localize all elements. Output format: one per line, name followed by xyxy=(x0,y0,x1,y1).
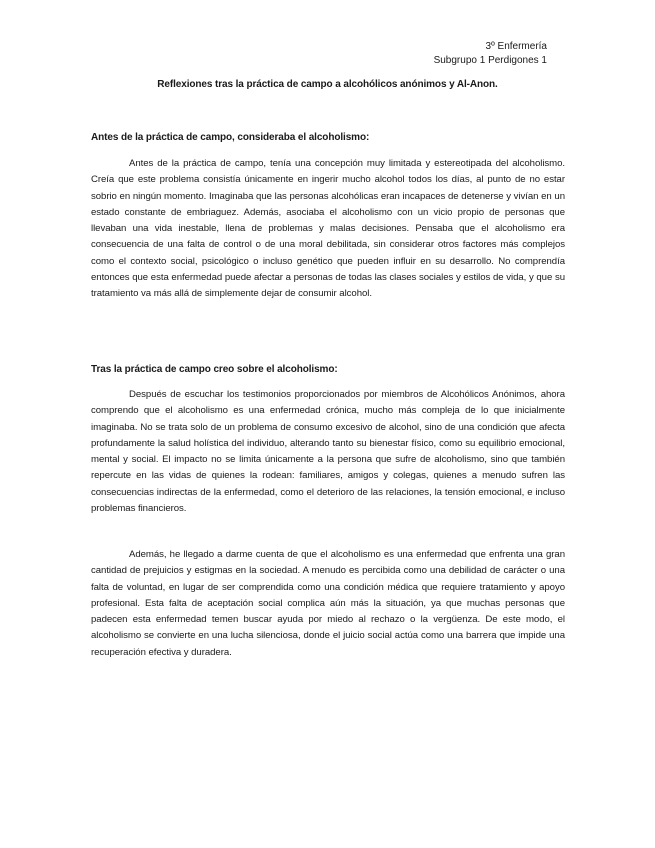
paragraph-after-2: Además, he llegado a darme cuenta de que el alcoholismo es una enfermedad que enfrenta una gran cantidad de prejuicios y estigmas en la sociedad. A menudo es percibida como una debilidad de carácter o una falta de voluntad, en lugar de ser comprendida como una condición médica que requiere tratamiento y apoyo profesional. Esta falta de aceptación social complica aún más la situación, ya que muchas personas que padecen esta enfermedad temen buscar ayuda por miedo al rechazo o la vergüenza. De este modo, el alcoholismo se convierte en una lucha silenciosa, donde el juicio social actúa como una barrera que impide una recuperación efectiva y duradera. xyxy=(91,549,565,658)
document-title: Reflexiones tras la práctica de campo a alcohólicos anónimos y Al-Anon. xyxy=(157,79,498,90)
header-subgroup: Subgrupo 1 Perdigones 1 xyxy=(433,55,547,66)
paragraph-after-1: Después de escuchar los testimonios proporcionados por miembros de Alcohólicos Anónimos, ahora comprendo que el alcoholismo es una enfermedad crónica, mucho más compleja de lo que inicialmente imaginaba. No se trata solo de un problema de consumo excesivo de alcohol, sino de una condición que afecta profundamente la salud holística del individuo, alterando tanto su bienestar físico, como su equilibrio emocional, mental y social. El impacto no se limita únicamente a la persona que sufre de alcoholismo, sino que también repercute en las vidas de quienes la rodean: familiares, amigos y colegas, quienes a menudo sufren las consecuencias indirectas de la enfermedad, como el deterioro de las relaciones, la tensión emocional, e incluso problemas financieros. xyxy=(91,389,565,515)
header-course: 3º Enfermería xyxy=(485,41,547,52)
paragraph-before-1: Antes de la práctica de campo, tenía una concepción muy limitada y estereotipada del alcoholismo. Creía que este problema consistía únicamente en ingerir mucho alcohol todos los días, al punto de no estar sobrio en ningún momento. Imaginaba que las personas alcohólicas eran incapaces de detenerse y vivían en un estado constante de embriaguez. Además, asociaba el alcoholismo con un vicio propio de personas que llevaban una vida inestable, llena de problemas y malas decisiones. Pensaba que el alcoholismo era consecuencia de una falta de control o de una moral debilitada, sin considerar otros factores más complejos como el contexto social, psicológico o incluso genético que pueden influir en su desarrollo. No comprendía entonces que esta enfermedad puede afectar a personas de todas las clases sociales y estilos de vida, y que su tratamiento va más allá de simplemente dejar de consumir alcohol. xyxy=(91,158,565,300)
header-block xyxy=(434,40,547,68)
section-heading-before: Antes de la práctica de campo, consideraba el alcoholismo: xyxy=(91,132,370,143)
section-heading-after: Tras la práctica de campo creo sobre el alcoholismo: xyxy=(91,364,338,375)
